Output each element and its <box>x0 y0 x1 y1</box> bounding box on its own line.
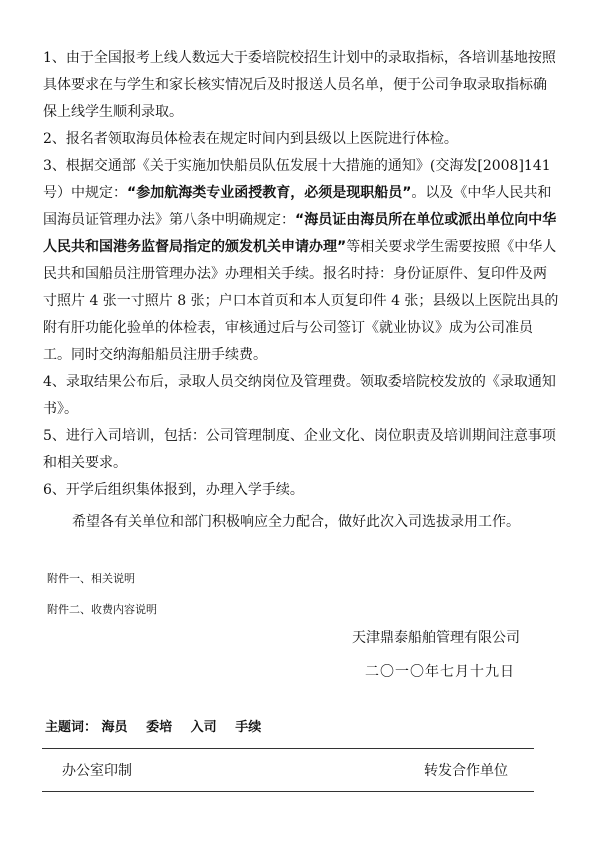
footer-printed-by: 办公室印制 <box>62 763 132 779</box>
item-3-text-2: 。以及《中华人民共和国海员证管理办法》第八条中明确规定： <box>43 185 552 228</box>
footer-distribution: 转发合作单位 <box>424 763 508 779</box>
subject-keyword: 手续 <box>235 720 262 735</box>
attachment-2: 附件二、收费内容说明 <box>47 603 157 616</box>
attachment-1: 附件一、相关说明 <box>47 572 135 585</box>
item-1: 1、由于全国报考上线人数远大于委培院校招生计划中的录取指标，各培训基地按照具体要求在与学生和家长核实情况后及时报送人员名单，便于公司争取录取指标确保上线学生顺利录取。 <box>43 50 556 120</box>
closing-paragraph: 希望各有关单位和部门积极响应全力配合，做好此次入司选拔录用工作。 <box>72 514 520 530</box>
item-4: 4、录取结果公布后，录取人员交纳岗位及管理费。领取委培院校发放的《录取通知书》。 <box>43 374 556 417</box>
item-5: 5、进行入司培训，包括：公司管理制度、企业文化、岗位职责及培训期间注意事项和相关要求。 <box>43 428 556 471</box>
item-2: 2、报名者领取海员体检表在规定时间内到县级以上医院进行体检。 <box>43 131 458 147</box>
subject-keywords <box>45 718 275 738</box>
item-3 <box>0 153 600 369</box>
divider-bottom <box>42 791 534 792</box>
item-3-quote-2: “海员证由海员所在单位或派出单位向中华人民共和国港务监督局指定的颁发机关申请办理” <box>43 212 557 255</box>
subject-keyword: 入司 <box>190 720 217 735</box>
item-6: 6、开学后组织集体报到，办理入学手续。 <box>43 482 304 498</box>
item-3-text-1: 3、根据交通部《关于实施加快船员队伍发展十大措施的通知》(交海发[2008]141号）中规定： <box>43 158 551 201</box>
issue-date: 二〇一〇年七月十九日 <box>365 664 515 680</box>
divider-top <box>42 748 534 749</box>
subject-keyword: 海员 <box>101 720 128 735</box>
item-3-text-3: 等相关要求学生需要按照《中华人民共和国船员注册管理办法》办理相关手续。报名时持：身份证原件、复印件及两寸照片 4 张一寸照片 8 张；户口本首页和本人页复印件 4 张；县级以上医院出具的附有肝功能化验单的体检表，审核通过后与公司签订《就业协议》成为公司准员工。同时交纳海船船员注册手续费。 <box>43 239 559 363</box>
item-3-quote-1: “参加航海类专业函授教育，必须是现职船员” <box>127 185 412 201</box>
company-name: 天津鼎泰船舶管理有限公司 <box>352 630 520 646</box>
subject-keyword: 委培 <box>146 720 173 735</box>
subject-label: 主题词： <box>45 720 98 735</box>
